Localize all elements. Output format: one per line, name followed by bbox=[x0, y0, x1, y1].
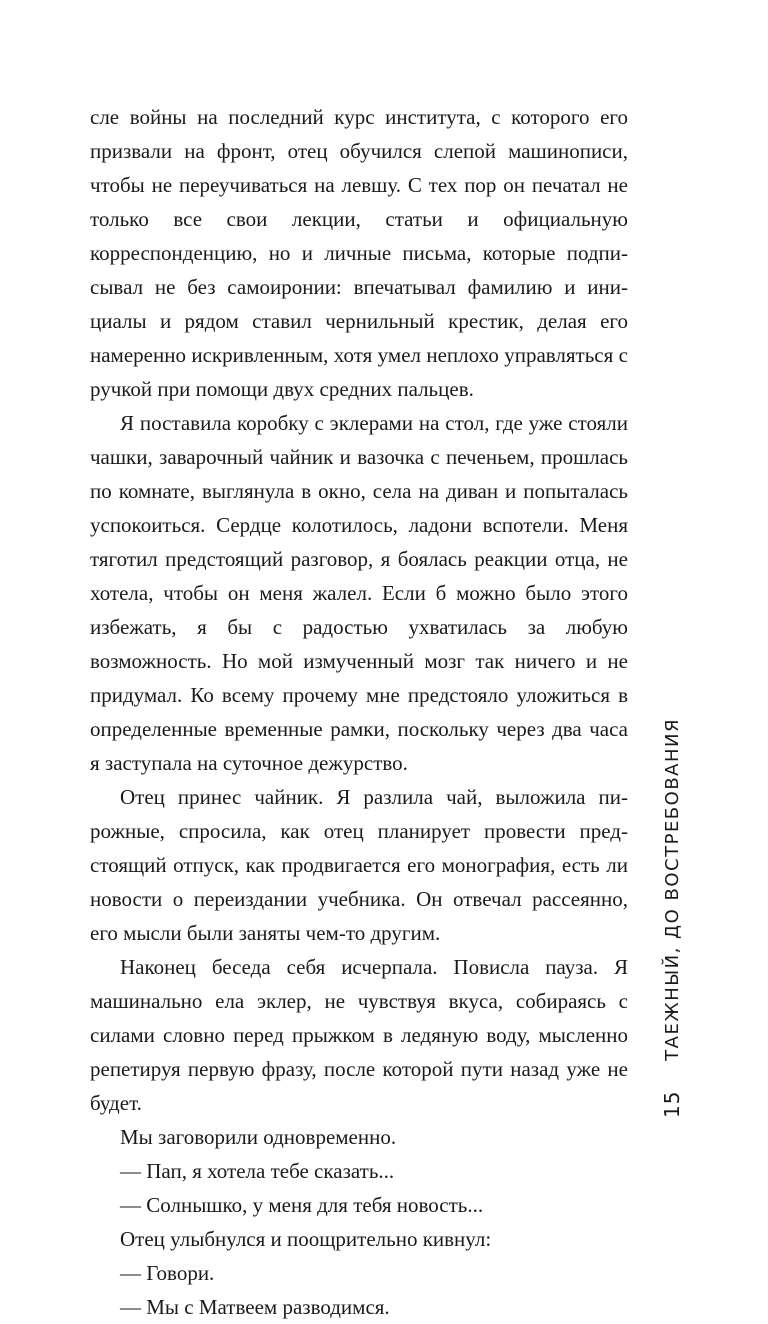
paragraph-simultaneous: Мы заговорили одновременно. bbox=[120, 1125, 397, 1149]
paragraph-continued: сле войны на последний курс института, с которого его призвали на фронт, отец обучился слепой машинописи, чтобы не переучиваться на левшу. С тех пор он печатал не только все свои лекции, статьи и официальную корреспонденцию, но и личные письма, которые подписывал не без самоиронии: впечатывал фамилию и инициалы и рядом ставил чернильный крестик, делая его намеренно искривленным, хотя умел неплохо управляться с ручкой при помощи двух средних пальцев. bbox=[90, 105, 628, 401]
dialog-line: — Солнышко, у меня для тебя новость... bbox=[120, 1193, 484, 1217]
running-head bbox=[652, 718, 692, 1118]
page-number: 15 bbox=[660, 1090, 684, 1118]
paragraph-teapot: Отец принес чайник. Я разлила чай, выложила пирожные, спросила, как отец планирует провести предстоящий отпуск, как продвигается его монография, есть ли новости о переиздании учебника. Он отвечал рассеянно, его мысли были заняты чем-то другим. bbox=[90, 785, 628, 945]
dialog-line: — Пап, я хотела тебе сказать... bbox=[120, 1159, 395, 1183]
paragraph-eclairs: Я поставила коробку с эклерами на стол, где уже стояли чашки, заварочный чайник и вазочка с печеньем, прошлась по комнате, выглянула в окно, села на диван и попыталась успокоиться. Сердце колотилось, ладони вспотели. Меня тяготил предстоящий разговор, я боялась реакции отца, не хотела, чтобы он меня жалел. Если б можно было этого избежать, я бы с радостью ухватилась за любую возможность. Но мой измученный мозг так ничего и не придумал. Ко всему прочему мне предстояло уложиться в определенные временные рамки, поскольку через два часа я заступала на суточное дежурство. bbox=[90, 411, 628, 775]
dialog-line: — Мы с Матвеем разводимся. bbox=[120, 1295, 390, 1319]
paragraph-pause: Наконец беседа себя исчерпала. Повисла пауза. Я машинально ела эклер, не чувствуя вкуса, собираясь с силами словно перед прыжком в ледяную воду, мысленно репетируя первую фразу, после которой пути назад уже не будет. bbox=[90, 955, 628, 1115]
book-title: ТАЕЖНЫЙ, ДО ВОСТРЕБОВАНИЯ bbox=[661, 718, 683, 1061]
dialog-line: — Говори. bbox=[120, 1261, 215, 1285]
body-text bbox=[90, 100, 628, 1324]
paragraph-nod: Отец улыбнулся и поощрительно кивнул: bbox=[120, 1227, 492, 1251]
running-head-rotated bbox=[652, 718, 692, 1118]
